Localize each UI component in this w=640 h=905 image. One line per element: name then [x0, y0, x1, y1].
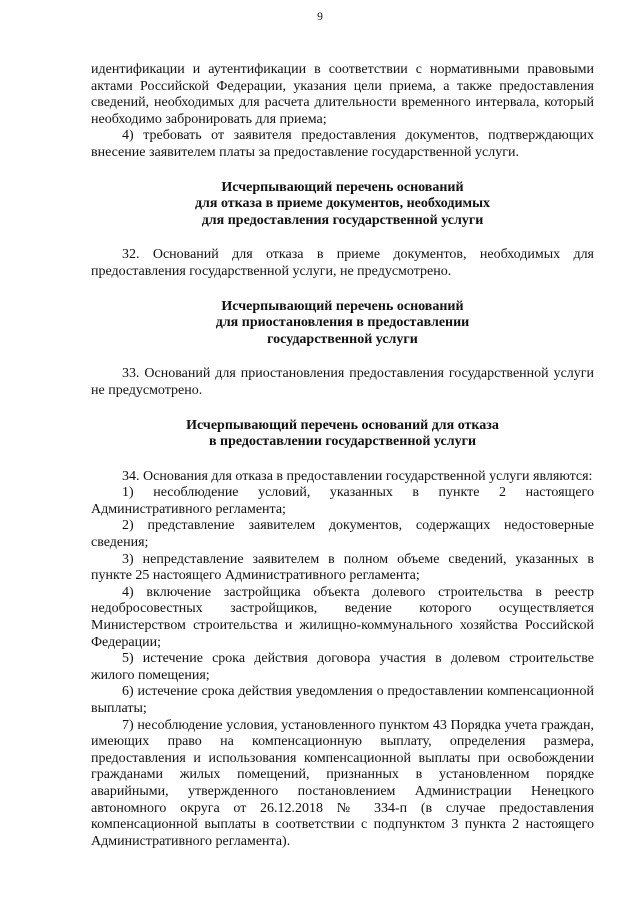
list-item-5: 5) истечение срока действия договора участия в долевом строительстве жилого помещения; [91, 651, 594, 683]
heading-refusal-service [91, 418, 594, 451]
heading-refusal-acceptance [91, 180, 594, 230]
list-item-2: 2) представление заявителем документов, содержащих недостоверные сведения; [91, 518, 594, 551]
paragraph-item-4: 4) требовать от заявителя предоставления документов, подтверждающих внесение заявителем платы за предоставление государственной услуги. [91, 128, 594, 160]
list-item-1: 1) несоблюдение условий, указанных в пункте 2 настоящего Административного регламента; [91, 485, 594, 517]
heading-line: государственной услуги [267, 331, 418, 347]
heading-line: для отказа в приеме документов, необходимых [194, 196, 491, 212]
heading-line: для приостановления в предоставлении [215, 315, 470, 331]
paragraph-33: 33. Оснований для приостановления предоставления государственной услуги не предусмотрено. [91, 366, 594, 398]
list-item-7: 7) несоблюдение условия, установленного пунктом 43 Порядка учета граждан, имеющих право на компенсационную выплату, определения размера, предоставления и использования компенсационной выплаты при освобождении гражданами жилых помещений, признанных в установленном порядке аварийными, утвержденного постановлением Администрации Ненецкого автономного округа от 26.12.2018 № 334-п (в случае предоставления компенсационной выплаты в соответствии с подпунктом 3 пункта 2 настоящего Административного регламента). [91, 717, 594, 849]
document-body [91, 62, 594, 850]
paragraph-continuation: идентификации и аутентификации в соответствии с нормативными правовыми актами Российской Федерации, указания цели приема, а также предоставления сведений, необходимых для расчета длительности временного интервала, который необходимо забронировать для приема; [91, 62, 594, 127]
page-number: 9 [317, 11, 323, 23]
list-item-6: 6) истечение срока действия уведомления о предоставлении компенсационной выплаты; [91, 684, 594, 716]
heading-line: Исчерпывающий перечень оснований для отказа [186, 417, 499, 433]
list-item-4: 4) включение застройщика объекта долевого строительства в реестр недобросовестных застройщиков, ведение которого осуществляется Министерством строительства и жилищно-коммунального хозяйства Российской Федерации; [91, 584, 594, 650]
list-item-3: 3) непредставление заявителем в полном объеме сведений, указанных в пункте 25 настоящего Административного регламента; [91, 551, 594, 584]
paragraph-34: 34. Основания для отказа в предоставлении государственной услуги являются: [122, 468, 593, 484]
paragraph-32: 32. Оснований для отказа в приеме документов, необходимых для предоставления государственной услуги, не предусмотрено. [91, 247, 594, 279]
heading-line: Исчерпывающий перечень оснований [221, 298, 464, 314]
heading-suspension [91, 299, 594, 349]
heading-line: Исчерпывающий перечень оснований [221, 179, 464, 195]
heading-line: в предоставлении государственной услуги [208, 434, 477, 450]
heading-line: для предоставления государственной услуги [201, 212, 484, 228]
